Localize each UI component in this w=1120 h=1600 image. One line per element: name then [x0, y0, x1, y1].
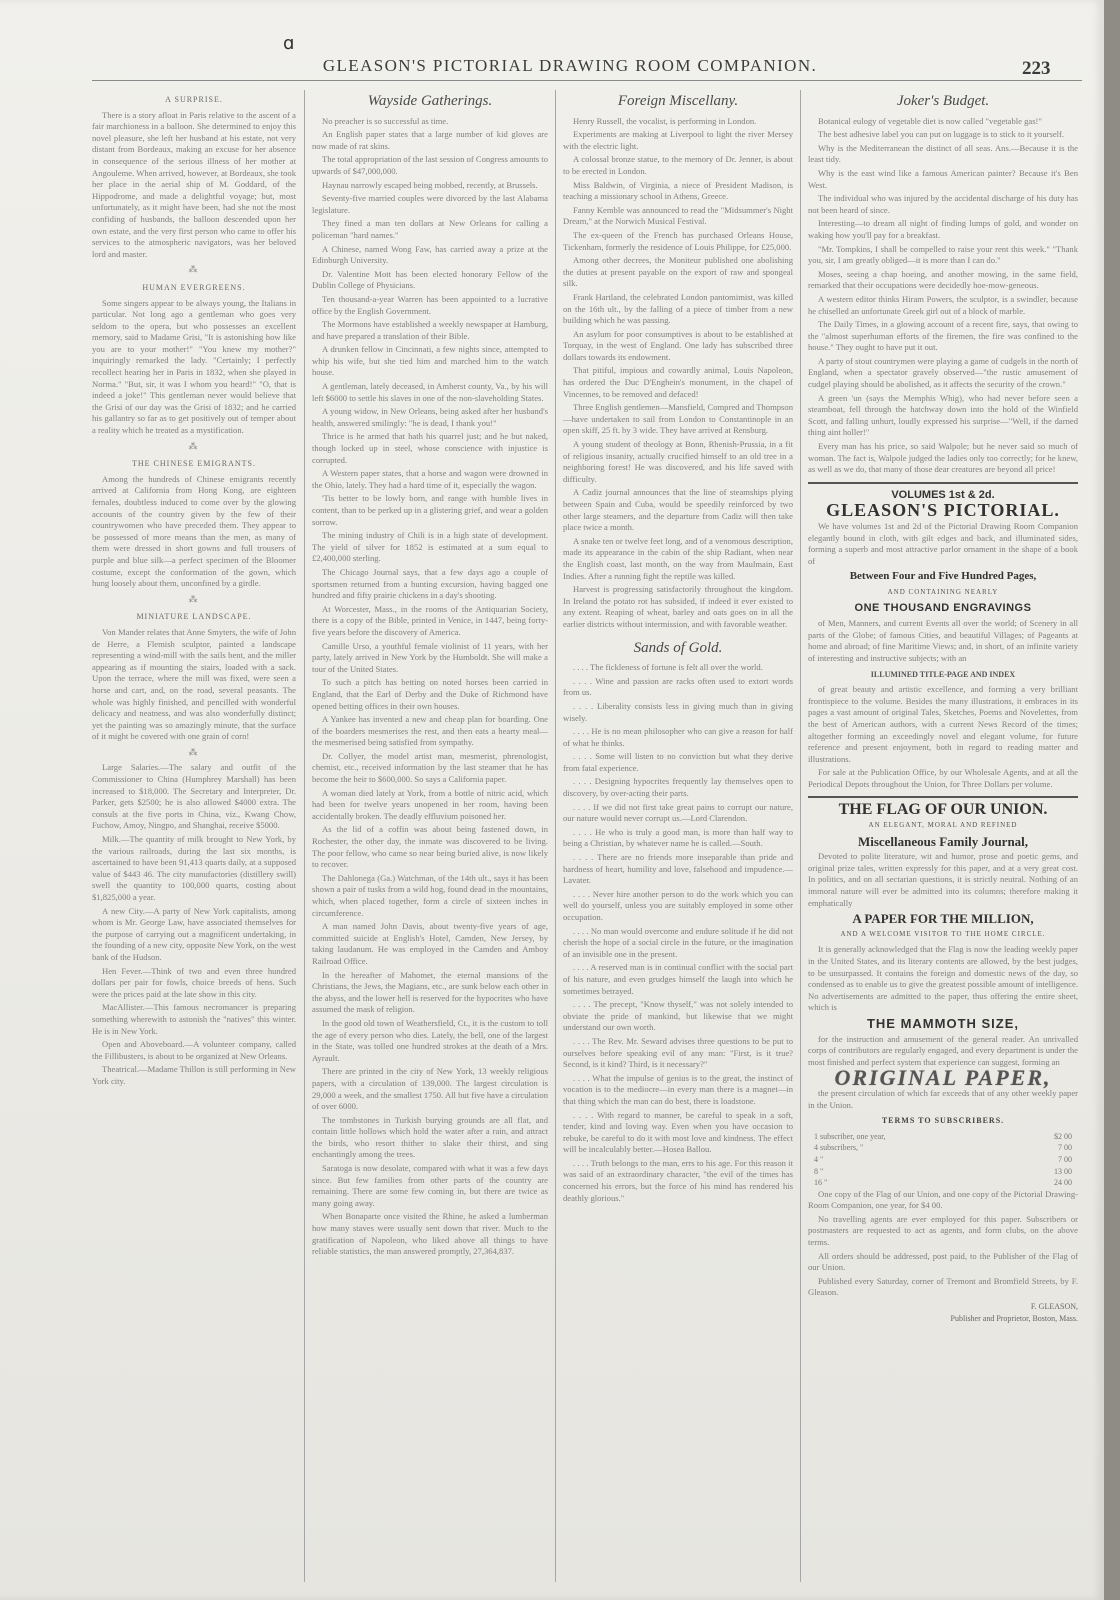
- column-3: [563, 88, 793, 1588]
- news-paragraph: When Bonaparte once visited the Rhine, he asked a lumberman how many staves were usually sent down that river. Much to the gratification of Napoleon, who liked above all things to have reliable statistics, the man answered promptly, 27,364,837.: [312, 1211, 548, 1257]
- ornament: ⁂: [188, 746, 200, 757]
- news-paragraph: A Yankee has invented a new and cheap plan for boarding. One of the boarders mesmerises the rest, and then eats a hearty meal—the mesmerised being satisfied from sympathy.: [312, 714, 548, 748]
- column-rule: [304, 90, 305, 1582]
- maxim-paragraph: . . . . No man would overcome and endure solitude if he did not cherish the hope of a social circle in the future, or the imagination of an invisible one in the present.: [563, 925, 793, 959]
- maxim-paragraph: . . . . Truth belongs to the man, errs to his age. For this reason it was said of an extraordinary character, "the evil of the times has concerned his errors, but the force of his mind has rendered his deathly glorious.": [563, 1157, 793, 1203]
- news-paragraph: A gentleman, lately deceased, in Amherst county, Va., by his will left $6000 to settle his slaves in one of the non-slaveholding States.: [312, 381, 548, 403]
- ornament: ⁂: [188, 440, 200, 451]
- news-paragraph: Among other decrees, the Moniteur published one abolishing the duties at present payable on the export of raw and spongeal silk.: [563, 255, 793, 289]
- news-paragraph: Thrice is he armed that hath his quarrel just; and he but naked, though locked up in steel, whose conscience with injustice is corrupted.: [312, 431, 548, 465]
- ad-subheading: AN ELEGANT, MORAL AND REFINED: [868, 821, 1018, 830]
- ad-text: for the instruction and amusement of the general reader. An unrivalled corps of contributors are regularly engaged, and every department is under the most finished and perfect system that experience can suggest, forming an: [808, 1033, 1078, 1067]
- news-paragraph: A Chinese, named Wong Faw, has carried away a prize at the Edinburgh University.: [312, 243, 548, 266]
- maxim-paragraph: . . . . Some will listen to no conviction but what they derive from fatal experience.: [563, 751, 793, 773]
- terms-row: [808, 1131, 1078, 1143]
- news-paragraph: Three English gentlemen—Mansfield, Compred and Thompson—have undertaken to sail from London to Constantinople in an open skiff, 25 ft. by 3 wide. They have arrived at Rensburg.: [563, 402, 793, 436]
- publisher-address: Publisher and Proprietor, Boston, Mass.: [950, 1313, 1078, 1323]
- terms-price: 7 00: [1058, 1154, 1072, 1164]
- news-paragraph: There are printed in the city of New York, 13 weekly religious papers, with a circulation of 139,000. The largest circulation is 29,000 a week, and the smallest 1750. All but five have a circulation of over 6000.: [312, 1066, 548, 1112]
- ad-text: One copy of the Flag of our Union, and one copy of the Pictorial Drawing-Room Companion, one year, for $4 00.: [808, 1188, 1078, 1211]
- ad-text: Devoted to polite literature, wit and humor, prose and poetic gems, and original prize tales, written expressly for this paper, and at a very great cost. In politics, and on all sectarian questions, it is strictly neutral. Nothing of an immoral nature will ever be admitted into its columns; therefore making it emphatically: [808, 851, 1078, 908]
- news-paragraph: That pitiful, impious and cowardly animal, Louis Napoleon, has ordered the Duc D'Enghein's monument, in the chapel of Vincennes, to be removed and defaced!: [563, 365, 793, 399]
- section-head: A SURPRISE.: [165, 95, 223, 104]
- news-paragraph: A colossal bronze statue, to the memory of Dr. Jenner, is about to be erected in London.: [563, 154, 793, 176]
- joke-paragraph: "Mr. Tompkins, I shall be compelled to raise your rent this week." "Thank you, sir, I am greatly obliged—it is more than I can do.": [808, 243, 1078, 266]
- joke-paragraph: The Daily Times, in a glowing account of a recent fire, says, that owing to the "almost superhuman efforts of the firemen, the fire was confined to the house." They ought to have put it out.: [808, 319, 1078, 353]
- joke-paragraph: Why is the east wind like a famous American painter? Because it's Ben West.: [808, 167, 1078, 190]
- terms-price: 13 00: [1054, 1166, 1072, 1176]
- ad-text: Published every Saturday, corner of Tremont and Bromfield Streets, by F. Gleason.: [808, 1275, 1078, 1298]
- ad-text: For sale at the Publication Office, by our Wholesale Agents, and at all the Periodical Depots throughout the Union, for Three Dollars per volume.: [808, 767, 1078, 789]
- ad-heading: ONE THOUSAND ENGRAVINGS: [854, 601, 1032, 614]
- joker-paragraphs: [808, 116, 1078, 476]
- terms-row: [808, 1142, 1078, 1154]
- section-heading: Wayside Gatherings.: [367, 93, 493, 109]
- news-paragraph: Dr. Valentine Mott has been elected honorary Fellow of the Dublin College of Physicians.: [312, 268, 548, 291]
- news-paragraph: A Cadiz journal announces that the line of steamships plying between Spain and Cuba, would be speedily reinforced by two other large steamers, and the departure from Cadiz will then take place twice a month.: [563, 487, 793, 533]
- maxim-paragraph: . . . . Wine and passion are racks often used to extort words from us.: [563, 675, 793, 698]
- terms-row: [808, 1166, 1078, 1178]
- ornament: ⁂: [188, 264, 200, 275]
- news-paragraph: In the hereafter of Mahomet, the eternal mansions of the Christians, the Jews, the Magians, etc., are sunk below each other in the abyss, and the lower hell is reserved for the hypocrites who have assumed the mask of religion.: [312, 969, 548, 1015]
- terms-label: 4 subscribers, ": [814, 1143, 864, 1153]
- ink-mark: ɑ: [283, 33, 295, 54]
- news-paragraph: Haynau narrowly escaped being mobbed, recently, at Brussels.: [322, 179, 538, 190]
- news-paragraph: Fanny Kemble was announced to read the "Midsummer's Night Dream," at the Norwich Musical Festival.: [563, 204, 793, 227]
- news-paragraph: An English paper states that a large number of kid gloves are now made of rat skins.: [312, 129, 548, 151]
- terms-price: 7 00: [1058, 1143, 1072, 1153]
- terms-price: 24 00: [1054, 1178, 1072, 1188]
- column-rule: [800, 90, 801, 1582]
- ad-subheading: AND CONTAINING NEARLY: [887, 587, 999, 596]
- ad-heading: ORIGINAL PAPER,: [834, 1065, 1052, 1091]
- ad-subheading: AND A WELCOME VISITOR TO THE HOME CIRCLE.: [840, 929, 1046, 938]
- article-text: Von Mander relates that Anne Smyters, the wife of John de Herre, a Flemish sculptor, painted a landscape representing a wind-mill with the sails bent, and the miller appearing as if mounting the stairs, loaded with a sack. Upon the terrace, where the mill was fixed, were seen a horse and cart, and, on the road, several peasants. The whole was highly finished, and pencilled with wonderful delicacy and neatness, and was also wonderfully distinct; yet the painting was so amazingly minute, that the surface of it might be covered with one grain of corn!: [92, 626, 296, 742]
- news-paragraph: Henry Russell, the vocalist, is performing in London.: [573, 115, 757, 126]
- ad-heading: GLEASON'S PICTORIAL.: [826, 500, 1060, 521]
- news-paragraph: Harvest is progressing satisfactorily throughout the kingdom. In Ireland the potato rot has subsided, if indeed it ever existed to any extent. Reaping of wheat, barley and oats goes on in all the earlier districts without intermission, and with favorable weather.: [563, 584, 793, 629]
- news-paragraph: A young widow, in New Orleans, being asked after her husband's health, answered smilingly: "he is dead, I thank you!": [312, 406, 548, 428]
- news-item: Hen Fever.—Think of two and even three hundred dollars per pair for fowls, choice breeds of hens. Such were the prices paid at the late show in this city.: [92, 965, 296, 999]
- masthead-title: GLEASON'S PICTORIAL DRAWING ROOM COMPANION.: [322, 56, 818, 75]
- sands-paragraphs: [563, 662, 793, 1204]
- news-paragraph: An asylum for poor consumptives is about to be established at Torquay, in the west of England. One lady has subscribed three dollars towards its endowment.: [563, 328, 793, 362]
- news-paragraph: A Western paper states, that a horse and wagon were drowned in the Ohio, lately. They had a hard time of it, especially the wagon.: [312, 468, 548, 490]
- news-paragraph: Experiments are making at Liverpool to light the river Mersey with the electric light.: [563, 129, 793, 151]
- joke-paragraph: Botanical eulogy of vegetable diet is now called "vegetable gas!": [818, 115, 1042, 126]
- news-paragraph: The Chicago Journal says, that a few days ago a couple of sportsmen returned from a hunting excursion, having bagged one hundred and fifty prairie chickens in a day's shooting.: [312, 566, 548, 601]
- terms-price: $2 00: [1054, 1131, 1072, 1141]
- news-paragraph: Ten thousand-a-year Warren has been appointed to a lucrative office by the English Government.: [312, 293, 548, 316]
- news-item: Theatrical.—Madame Thillon is still performing in New York city.: [92, 1064, 296, 1086]
- joke-paragraph: Moses, seeing a chap hoeing, and another mowing, in the same field, remarked that their occupations were decidedly hoe-mow-geneous.: [808, 268, 1078, 291]
- news-paragraph: As the lid of a coffin was about being fastened down, in Rochester, the other day, the inmate was discovered to be living. The poor fellow, who came so near being buried alive, is now likely to recover.: [312, 824, 548, 870]
- maxim-paragraph: . . . . Never hire another person to do the work which you can well do yourself, unless you are suitably employed in some other occupation.: [563, 888, 793, 922]
- news-paragraph: They fined a man ten dollars at New Orleans for calling a policeman "hard names.": [312, 218, 548, 240]
- joke-paragraph: A green 'un (says the Memphis Whig), who had never before seen a steamboat, fell through the hatchway down into the hold of the Winfield Scott, and falling unhurt, loudly expressed his surprise—"Well, if the darned thing aint holler!": [808, 392, 1078, 438]
- maxim-paragraph: . . . . There are no friends more inseparable than pride and hardness of heart, humility and love, falsehood and impudence.—Lavater.: [563, 852, 793, 886]
- news-paragraph: To such a pitch has betting on noted horses been carried in England, that the Earl of Derby and the Duke of Richmond have opened betting offices in their own houses.: [312, 677, 548, 711]
- terms-row: [808, 1177, 1078, 1189]
- news-paragraph: The Mormons have established a weekly newspaper at Hamburg, and have prepared a translation of their Bible.: [312, 319, 548, 341]
- news-paragraph: Frank Hartland, the celebrated London pantomimist, was killed on the 16th ult., by the falling of a piece of timber from a new building which he was passing.: [563, 291, 793, 326]
- maxim-paragraph: . . . . He is no mean philosopher who can give a reason for half of what he thinks.: [563, 726, 793, 748]
- joke-paragraph: A party of stout countrymen were playing a game of cudgels in the north of England, when a spectator gravely observed—"the rustic amusement of cudgel playing should be abolished, as it affects the security of the crown.": [808, 355, 1078, 390]
- terms-table: [808, 1131, 1078, 1189]
- ad-heading: THE FLAG OF OUR UNION.: [838, 801, 1048, 819]
- publisher-signature: F. GLEASON,: [1030, 1302, 1078, 1312]
- column-4: [808, 88, 1078, 1588]
- maxim-paragraph: . . . . A reserved man is in continual conflict with the social part of his nature, and even grudges himself the laugh into which he sometimes betrayed.: [563, 962, 793, 996]
- wayside-paragraphs: [312, 116, 548, 1258]
- news-paragraph: Saratoga is now desolate, compared with what it was a few days since. But few families from other parts of the country are remaining. There are some few coming in, but there are twice as many going away.: [312, 1163, 548, 1208]
- news-paragraph: The total appropriation of the last session of Congress amounts to upwards of $47,000,000.: [312, 154, 548, 176]
- maxim-paragraph: . . . . The precept, "Know thyself," was not solely intended to obviate the pride of mankind, but likewise that we might understand our own worth.: [563, 999, 793, 1033]
- ad-text: of Men, Manners, and current Events all over the world; of Scenery in all parts of the Globe; of famous Cities, and beautiful Villages; of Pageants at home and abroad; of fine Maritime Views; and, in short, of an infinite variety of interesting and instructive subjects; with an: [808, 618, 1078, 663]
- maxim-paragraph: . . . . The Rev. Mr. Seward advises three questions to be put to ourselves before speaking evil of any man: "First, is it true? Second, is it kind? Third, is it necessary?": [563, 1035, 793, 1070]
- ad-text: All orders should be addressed, post paid, to the Publisher of the Flag of our Union.: [808, 1250, 1078, 1273]
- ad-rule: [808, 482, 1078, 484]
- maxim-paragraph: . . . . With regard to manner, be careful to speak in a soft, tender, kind and loving way. Even when you have occasion to rebuke, be careful to do it with most love and kindness. The effect will be incalculably better.—Hosea Ballou.: [563, 1109, 793, 1155]
- news-item: Milk.—The quantity of milk brought to New York, by the various railroads, during the last six months, is ascertained to have been 91,413 quarts daily, at a supposed value of $443 46. The city manufactories (distillery swill) swell the quantity to 100,000 quarts, costing about $1,825,000 a year.: [92, 834, 296, 902]
- news-paragraph: The Dahlonega (Ga.) Watchman, of the 14th ult., says it has been shown a pair of tusks from a wild hog, found dead in the mountains, which, when placed together, form a circle of sixteen inches in circumference.: [312, 872, 548, 918]
- ad-text: the present circulation of which far exceeds that of any other weekly paper in the Union.: [808, 1087, 1078, 1110]
- news-paragraph: Dr. Collyer, the model artist man, mesmerist, phrenologist, chemist, etc., received information by the last steamer that he has become the heir to $600,000. So says a California paper.: [312, 750, 548, 785]
- masthead-rule: [92, 80, 1082, 81]
- page-number: 223: [1022, 58, 1051, 79]
- column-1: [92, 88, 296, 1588]
- joke-paragraph: A western editor thinks Hiram Powers, the sculptor, is a swindler, because he chiselled an unfortunate Greek girl out of a block of marble.: [808, 293, 1078, 316]
- news-item: A new City.—A party of New York capitalists, among whom is Mr. George Law, have associated themselves for the purpose of carrying out a magnificent undertaking, in the founding of a new city, opposite New York, on the west bank of the Hudson.: [92, 905, 296, 962]
- news-paragraph: No preacher is so successful as time.: [322, 115, 449, 126]
- section-heading: Foreign Miscellany.: [617, 93, 739, 109]
- news-paragraph: Miss Baldwin, of Virginia, a niece of President Madison, is teaching a missionary school in Athens, Greece.: [563, 179, 793, 202]
- maxim-paragraph: . . . . Liberality consists less in giving much than in giving wisely.: [563, 700, 793, 723]
- news-paragraph: The mining industry of Chili is in a high state of development. The yield of silver for 1852 is estimated at a sum equal to £2,400,000 sterling.: [312, 530, 548, 564]
- section-head: MINIATURE LANDSCAPE.: [136, 612, 252, 622]
- ad-text: of great beauty and artistic excellence, and forming a very brilliant frontispiece to the volume. Besides the many illustrations, it embraces in its pages a vast amount of original Tales, Sketches, Poems and Novelettes, from the best of American authors, with a current News Record of the times; altogether forming an exceedingly novel and elegant volume, for future reference and present enjoyment, both in regard to reading matter and illustrations.: [808, 684, 1078, 764]
- news-paragraph: Seventy-five married couples were divorced by the last Alabama legislature.: [312, 193, 548, 215]
- ad-text: It is generally acknowledged that the Flag is now the leading weekly paper in the United States, and its literary contents are allowed, by the best judges, to be unsurpassed. It contains the foreign and domestic news of the day, so condensed as to enable us to give the greatest possible amount of intelligence. No advertisements are admitted to the paper, thus offering the entire sheet, which is: [808, 944, 1078, 1013]
- news-paragraph: A man named John Davis, about twenty-five years of age, committed suicide at English's Hotel, Camden, New Jersey, by taking laudanum. He was employed in the Camden and Amboy Railroad Office.: [312, 921, 548, 966]
- news-paragraph: At Worcester, Mass., in the rooms of the Antiquarian Society, there is a copy of the Bible, printed in Venice, in 1447, being forty-five years before the discovery of America.: [312, 603, 548, 637]
- column-2: [312, 88, 548, 1588]
- news-paragraph: A woman died lately at York, from a bottle of nitric acid, which had been for twelve years unopened in her room, having been accidentally broken. The deadly effluvium poisoned her.: [312, 787, 548, 821]
- joke-paragraph: Why is the Mediterranean the distinct of all seas. Ans.—Because it is the least tidy.: [808, 142, 1078, 165]
- maxim-paragraph: . . . . Designing hypocrites frequently lay themselves open to discovery, by over-acting their parts.: [563, 776, 793, 799]
- section-head: THE CHINESE EMIGRANTS.: [132, 459, 256, 469]
- ad-rule: [808, 796, 1078, 798]
- news-item: MacAllister.—This famous necromancer is preparing something wherewith to astonish the "natives" this winter. He is in New York.: [92, 1002, 296, 1036]
- news-paragraph: In the good old town of Weathersfield, Ct., it is the custom to toll the age of every person who dies. Lately, the bell, one of the largest in the State, was tolled one hundred strokes at the death of a Mrs. Ayrault.: [312, 1017, 548, 1063]
- ad-heading: VOLUMES 1st & 2d.: [891, 488, 995, 501]
- ornament: ⁂: [188, 593, 200, 604]
- terms-heading: TERMS TO SUBSCRIBERS.: [881, 1116, 1005, 1126]
- section-heading: Joker's Budget.: [896, 93, 990, 109]
- foreign-paragraphs: [563, 116, 793, 631]
- ad-subheading: ILLUMINED TITLE-PAGE AND INDEX: [870, 669, 1016, 679]
- news-paragraph: A snake ten or twelve feet long, and of a venomous description, made its appearance in the cabin of the ship Radiant, when near the English coast, last month, on the way from Maulmain, East Indies. After a running fight the reptile was killed.: [563, 535, 793, 581]
- news-paragraph: 'Tis better to be lowly born, and range with humble lives in content, than to be perked up in a glistering grief, and wear a golden sorrow.: [312, 493, 548, 527]
- terms-label: 8 ": [814, 1166, 824, 1176]
- maxim-paragraph: . . . . He who is truly a good man, is more than half way to being a Christian, by whatever name he is called.—South.: [563, 826, 793, 849]
- joke-paragraph: The individual who was injured by the accidental discharge of his duty has not been heard of since.: [808, 193, 1078, 215]
- news-item: Large Salaries.—The salary and outfit of the Commissioner to China (Humphrey Marshall) has been increased to $18,000. The Secretary and Interpreter, Dr. Parker, gets $2500; he is also allowed $4000 extra. The consuls at the five ports in China, viz., Kwang Chow, Fuchow, Amoy, Ningpo, and Shanghai, receive $5000.: [92, 762, 296, 831]
- news-item: Open and Aboveboard.—A volunteer company, called the Fillibusters, is about to be organized at New Orleans.: [92, 1039, 296, 1061]
- joke-paragraph: Interesting—to dream all night of finding lumps of gold, and wonder on waking how you'll pay for a breakfast.: [808, 218, 1078, 240]
- ad-heading: A PAPER FOR THE MILLION,: [852, 911, 1034, 927]
- terms-label: 16 ": [814, 1178, 828, 1188]
- section-head: HUMAN EVERGREENS.: [142, 282, 246, 292]
- news-paragraph: Camille Urso, a youthful female violinist of 11 years, with her party, lately arrived in New York by the Humboldt. She will make a tour of the United States.: [312, 640, 548, 674]
- column-rule: [555, 90, 556, 1582]
- article-text: Some singers appear to be always young, the Italians in particular. Not long ago a gentleman who goes very seldom to the opera, but who possesses an excellent memory, said to Madame Grisi, "It is astonishing how like you are to your mother!" "You knew my mother?" inquiringly remarked the lady. "Certainly; I perfectly recollect hearing her in Paris in 1832, when she played in Norma." "But, sir, it was I whom you heard!" "O, that is indeed a joke!" This gentleman never would believe that the Grisi of our day was the Grisi of 1832; and he carried his gallantry so far as to get positively out of temper about a reality which he treated as a mystification.: [92, 297, 296, 436]
- news-paragraph: The tombstones in Turkish burying grounds are all flat, and contain little hollows which hold the water after a rain, and attract the birds, who resort thither to slake their thirst, and sing enchantingly among the trees.: [312, 1114, 548, 1160]
- terms-row: [808, 1154, 1078, 1166]
- maxim-paragraph: . . . . The fickleness of fortune is felt all over the world.: [573, 662, 763, 673]
- maxim-paragraph: . . . . If we did not first take great pains to corrupt our nature, our nature would never corrupt us.—Lord Clarendon.: [563, 801, 793, 824]
- maxim-paragraph: . . . . What the impulse of genius is to the great, the instinct of vocation is to the mediocre—in every man there is a magnet—in that thing which the man can do best, there is loadstone.: [563, 1072, 793, 1106]
- ad-text: No travelling agents are ever employed for this paper. Subscribers or postmasters are requested to act as agents, and form clubs, on the above terms.: [808, 1213, 1078, 1248]
- section-heading: Sands of Gold.: [633, 639, 723, 656]
- page-edge: [1104, 0, 1120, 1600]
- terms-label: 1 subscriber, one year,: [814, 1131, 886, 1141]
- ad-text: We have volumes 1st and 2d of the Pictorial Drawing Room Companion elegantly bound in cloth, with gilt edges and back, and illuminated sides, forming a superb and most attractive parlor ornament in the shape of a book of: [808, 521, 1078, 566]
- terms-label: 4 ": [814, 1154, 824, 1164]
- ad-heading: Between Four and Five Hundred Pages,: [849, 570, 1037, 583]
- ad-heading: THE MAMMOTH SIZE,: [866, 1015, 1020, 1031]
- news-paragraph: A young student of theology at Bonn, Rhenish-Prussia, in a fit of religious insanity, actually crucified himself to an old tree in a neighboring forest! He was discovered, and his life saved with difficulty.: [563, 439, 793, 484]
- ad-heading: Miscellaneous Family Journal,: [857, 833, 1029, 849]
- article-text: There is a story afloat in Paris relative to the ascent of a fair marchioness in a balloon. She determined to enjoy this novel pleasure, she left her husband at his estate, not very distant from Bordeaux, making an excuse for her absence in consequence of the serious illness of her mother at Angouleme. When arrived, however, at Bordeaux, she took her place in the aerial ship of M. Goddard, of the Hippodrome, and made a delightful voyage; but, most unfortunately, as it might have been, had she not the most confiding of husbands, the balloon descended upon her own estate, and the very first person who came to offer his services to the atmospheric navigators, was her beloved lord and master.: [92, 109, 296, 259]
- news-paragraph: A drunken fellow in Cincinnati, a few nights since, attempted to whip his wife, but she tied him and marched him to the watch house.: [312, 344, 548, 378]
- joke-paragraph: The best adhesive label you can put on luggage is to stick to it yourself.: [818, 129, 1065, 140]
- article-text: Among the hundreds of Chinese emigrants recently arrived at California from Hong Kong, are eighteen females, doubtless induced to come over by the glowing accounts of the country given by the few of their countrywomen who have preceded them. They appear to be possessed of more means than the men, as many of them were dressed in short gowns and full trousers of purple and blue silk—a perfect specimen of the Bloomer costume, except the conformation of the gown, which hung loosely about them, unconfined by a girdle.: [92, 473, 296, 589]
- news-paragraph: The ex-queen of the French has purchased Orleans House, Tickenham, formerly the residence of Louis Philippe, for £25,000.: [563, 229, 793, 252]
- joke-paragraph: Every man has his price, so said Walpole; but he never said so much of woman. The fact is, Walpole judged the ladies only too correctly; for he knew, as well as we do, that many of those dear creatures are beyond all price!: [808, 441, 1078, 475]
